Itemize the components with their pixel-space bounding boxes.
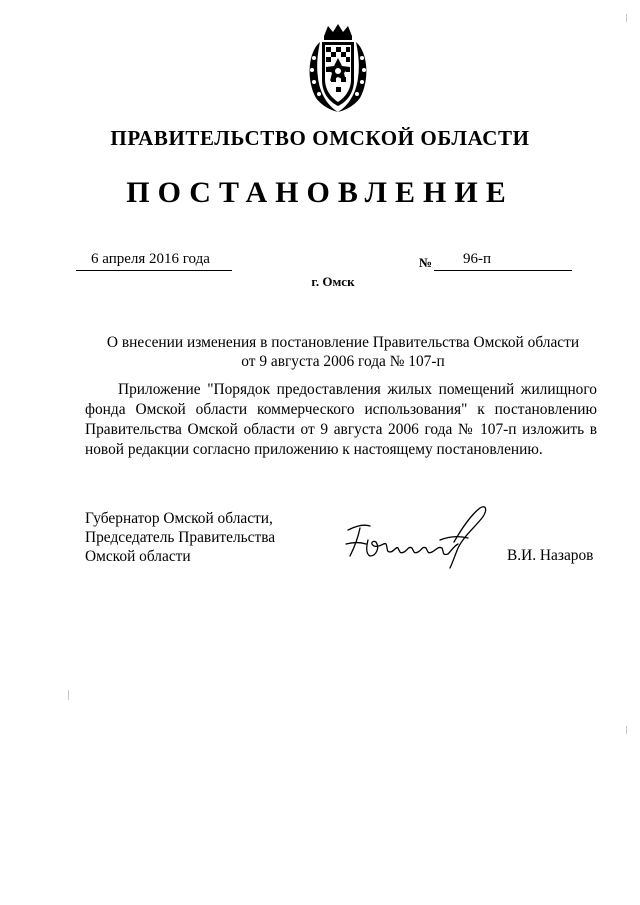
document-type-title: ПОСТАНОВЛЕНИЕ (126, 176, 514, 209)
number-sign: № (419, 255, 433, 270)
position-line-3: Омской области (85, 548, 191, 565)
document-date: 6 апреля 2016 года (91, 251, 210, 267)
margin-mark (68, 690, 69, 700)
position-line-2: Председатель Правительства (85, 529, 276, 546)
subject-line-2: от 9 августа 2006 года № 107-п (241, 353, 445, 370)
signatory-position (85, 509, 275, 566)
position-line-1: Губернатор Омской области, (85, 510, 273, 527)
organization-title: ПРАВИТЕЛЬСТВО ОМСКОЙ ОБЛАСТИ (110, 126, 530, 150)
handwritten-signature (342, 500, 490, 570)
body-paragraph: Приложение "Порядок предоставления жилых помещений жилищного фонда Омской области коммерческого использования" к постановлению Правительства Омской области от 9 августа 2006 года № 107-п изложить в новой редакции согласно приложению к настоящему постановлению. (85, 381, 597, 458)
city: г. Омск (311, 274, 355, 289)
margin-mark (626, 14, 627, 22)
document-number: 96-п (463, 251, 492, 267)
number-underline (434, 253, 572, 271)
document-subject (100, 333, 586, 371)
signatory-name: В.И. Назаров (507, 547, 594, 564)
coat-of-arms-icon (302, 22, 374, 114)
subject-line-1: О внесении изменения в постановление Правительства Омской области (106, 334, 580, 351)
margin-mark (626, 726, 627, 734)
